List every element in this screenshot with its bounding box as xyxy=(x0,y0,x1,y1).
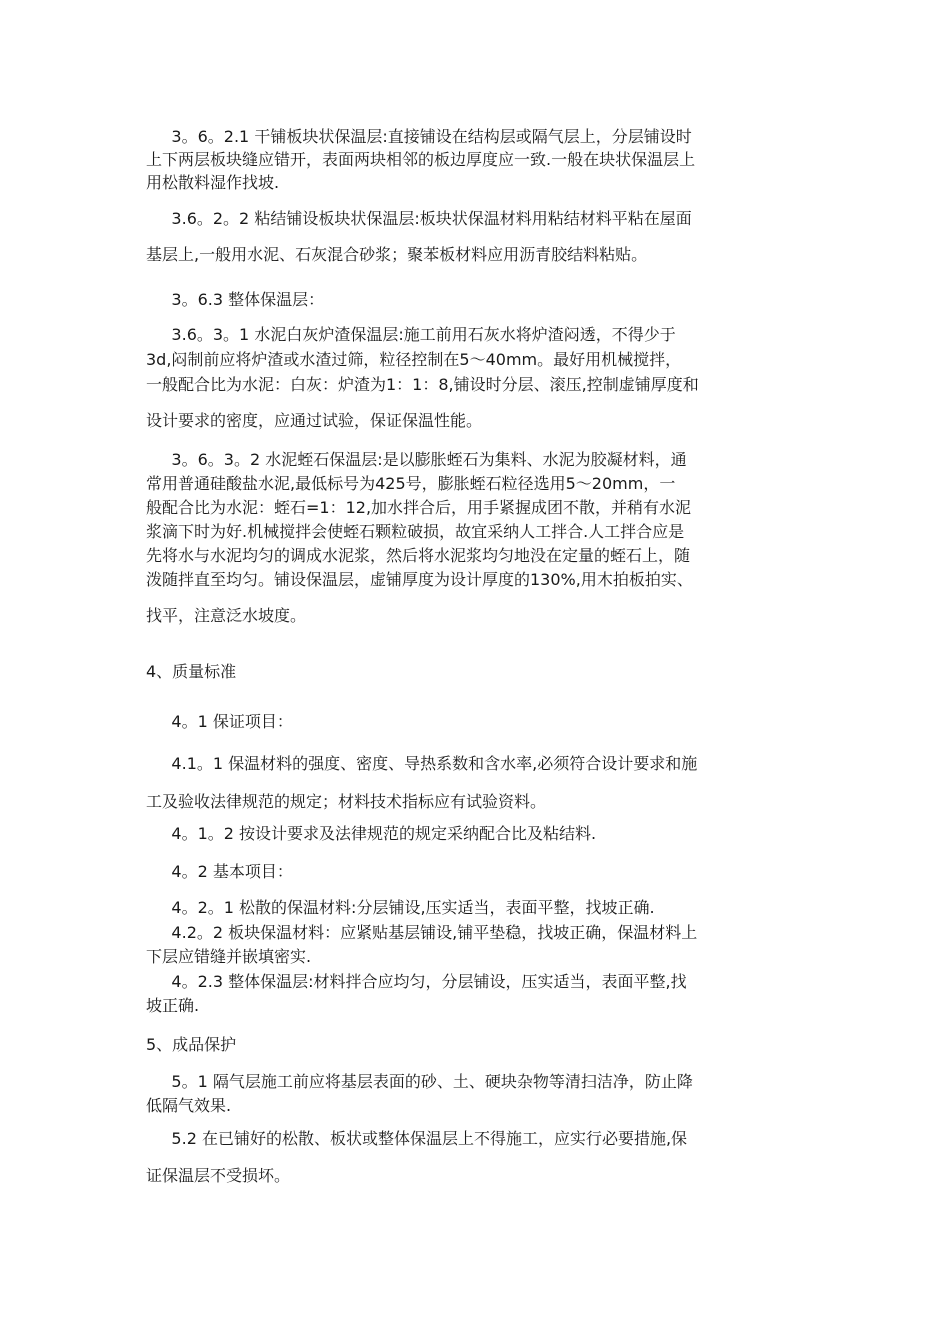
text-line: 基层上,一般用水泥、石灰混合砂浆；聚苯板材料应用沥青胶结料粘贴。 xyxy=(146,245,648,264)
text-line: 常用普通硅酸盐水泥,最低标号为425号，膨胀蛭石粒径选用5～20mm，一 xyxy=(146,474,676,493)
paragraph-4-2-3 xyxy=(146,970,810,1018)
paragraph-3-6-3-2 xyxy=(146,448,810,628)
text-line: 3.6。2。2 粘结铺设板块状保温层:板块状保温材料用粘结材料平粘在屋面 xyxy=(146,209,692,228)
paragraph-5-2 xyxy=(146,1120,810,1194)
paragraph-3-6-3-1 xyxy=(146,322,810,433)
paragraph-4-2-2 xyxy=(146,921,810,969)
paragraph-4-2-1: 4。2。1 松散的保温材料:分层铺设,压实适当，表面平整，找坡正确. xyxy=(146,898,655,917)
text-line: 3。6。3。2 水泥蛭石保温层:是以膨胀蛭石为集料、水泥为胶凝材料，通 xyxy=(146,450,687,469)
text-line: 设计要求的密度，应通过试验，保证保温性能。 xyxy=(146,411,483,430)
text-line: 坡正确. xyxy=(146,996,200,1015)
text-line: 4.1。1 保温材料的强度、密度、导热系数和含水率,必须符合设计要求和施 xyxy=(146,754,698,773)
text-line: 工及验收法律规范的规定；材料技术指标应有试验资料。 xyxy=(146,792,547,811)
text-line: 用松散料湿作找坡. xyxy=(146,173,280,192)
paragraph-3-6-3 xyxy=(146,288,810,312)
text-line: 4。2.3 整体保温层:材料拌合应均匀，分层铺设，压实适当，表面平整,找 xyxy=(146,972,687,991)
text-line: 一般配合比为水泥：白灰：炉渣为1：1：8,铺设时分层、滚压,控制虚铺厚度和 xyxy=(146,375,699,394)
paragraph-3-6-2-2 xyxy=(146,201,810,273)
paragraph-5-1 xyxy=(146,1070,810,1118)
text-line: 4.2。2 板块保温材料：应紧贴基层铺设,铺平垫稳，找坡正确，保温材料上 xyxy=(146,923,698,942)
paragraph-4-1-1 xyxy=(146,745,810,821)
text-line: 3d,闷制前应将炉渣或水渣过筛，粒径控制在5～40mm。最好用机械搅拌， xyxy=(146,350,682,369)
section-heading-quality: 4、质量标准 xyxy=(146,662,237,681)
text-line: 上下两层板块缝应错开，表面两块相邻的板边厚度应一致.一般在块状保温层上 xyxy=(146,150,696,169)
text-line: 3.6。3。1 水泥白灰炉渣保温层:施工前用石灰水将炉渣闷透，不得少于 xyxy=(146,325,676,344)
text-line: 证保温层不受损坏。 xyxy=(146,1166,291,1185)
text-line: 3。6。2.1 干铺板块状保温层:直接铺设在结构层或隔气层上，分层铺设时 xyxy=(146,127,692,146)
paragraph-4-2: 4。2 基本项目： xyxy=(146,862,293,881)
paragraph-4-1: 4。1 保证项目： xyxy=(146,712,293,731)
text-line: 泼随拌直至均匀。铺设保温层，虚铺厚度为设计厚度的130%,用木拍板拍实、 xyxy=(146,570,693,589)
text-line: 浆滴下时为好.机械搅拌会使蛭石颗粒破损，故宜采纳人工拌合.人工拌合应是 xyxy=(146,522,685,541)
text-line: 3。6.3 整体保温层： xyxy=(146,290,325,309)
text-line: 下层应错缝并嵌填密实. xyxy=(146,947,312,966)
text-line: 找平，注意泛水坡度。 xyxy=(146,606,307,625)
text-line: 5。1 隔气层施工前应将基层表面的砂、土、硬块杂物等清扫洁净，防止降 xyxy=(146,1072,693,1091)
text-line: 5.2 在已铺好的松散、板状或整体保温层上不得施工，应实行必要措施,保 xyxy=(146,1129,688,1148)
text-line: 低隔气效果. xyxy=(146,1096,232,1115)
paragraph-4-1-2: 4。1。2 按设计要求及法律规范的规定采纳配合比及粘结料. xyxy=(146,824,597,843)
text-line: 先将水与水泥均匀的调成水泥浆，然后将水泥浆均匀地没在定量的蛭石上，随 xyxy=(146,546,691,565)
section-heading-protection: 5、成品保护 xyxy=(146,1035,237,1054)
paragraph-3-6-2-1 xyxy=(146,125,810,194)
text-line: 般配合比为水泥：蛭石=1：12,加水拌合后，用手紧握成团不散，并稍有水泥 xyxy=(146,498,692,517)
